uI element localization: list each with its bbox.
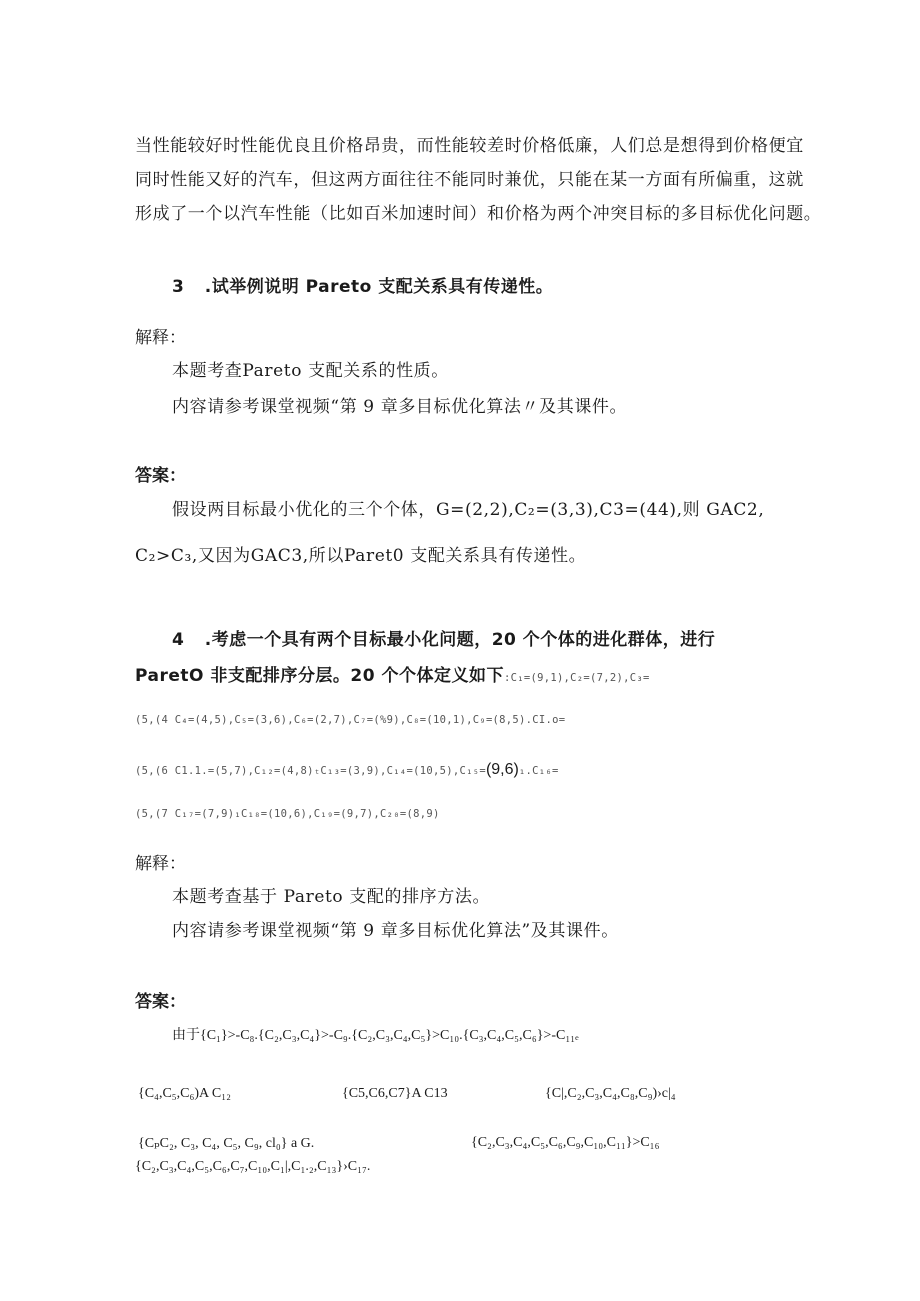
q4-def-2b: (9,6) bbox=[485, 761, 519, 778]
q4-answer-2a: {C₄,C₅,C₆)A C₁₂ bbox=[138, 1086, 231, 1101]
q3-explain-2: 内容请参考课堂视频“第 9 章多目标优化算法〃及其课件。 bbox=[172, 397, 628, 417]
q3-explain-1: 本题考查Pareto 支配关系的性质。 bbox=[172, 361, 449, 381]
q3-number: 3 bbox=[172, 277, 185, 297]
q4-answer-line-1: 由于{C₁}>-C₈.{C₂,C₃,C₄}>-C₉.{C₂,C₃,C₄,C₅}>C₁₀.{C₃,C₄,C₅,C₆}>-C₁₁ₑ bbox=[172, 1028, 579, 1043]
q3-title: .试举例说明 Pareto 支配关系具有传递性。 bbox=[204, 277, 554, 297]
q4-title-2: ParetO 非支配排序分层。20 个个体定义如下 bbox=[135, 666, 504, 686]
intro-line-2: 同时性能又好的汽车，但这两方面往往不能同时兼优，只能在某一方面有所偏重，这就 bbox=[135, 170, 804, 190]
q3-heading bbox=[172, 272, 553, 297]
q3-explain-label: 解释： bbox=[135, 328, 186, 348]
intro-line-1: 当性能较好时性能优良且价格昂贵，而性能较差时价格低廉，人们总是想得到价格便宜 bbox=[135, 136, 804, 156]
q4-answer-3a: {CₚC₂, C₃, C₄, C₅, C₉, cl₀} a G. bbox=[138, 1136, 315, 1151]
q4-explain-1: 本题考查基于 Pareto 支配的排序方法。 bbox=[172, 887, 491, 907]
q4-explain-2: 内容请参考课堂视频“第 9 章多目标优化算法”及其课件。 bbox=[172, 921, 619, 941]
q4-heading bbox=[172, 625, 715, 650]
q4-answer-3b: {C₂,C₃,C₄,C₅,C₆,C₉,C₁₀,C₁₁}>C₁₆ bbox=[471, 1135, 660, 1150]
q4-def-2a: (5,(6 C1.1.=(5,7),C₁₂=(4,8)ₜC₁₃=(3,9),C₁₄=(10,5),C₁₅= bbox=[135, 765, 486, 777]
q4-number: 4 bbox=[172, 630, 185, 650]
q4-answer-2b: {C5,C6,C7}A C13 bbox=[342, 1086, 448, 1101]
q3-answer-1: 假设两目标最小优化的三个个体，G=(2,2),C₂=(3,3),C3=(44),则 GAC2, bbox=[172, 500, 765, 520]
q4-title-2-tail: :C₁=(9,1),C₂=(7,2),C₃= bbox=[503, 672, 650, 684]
q4-def-line-3: (5,(7 C₁₇=(7,9)₁C₁₈=(10,6),C₁₉=(9,7),C₂₀=(8,9) bbox=[135, 808, 440, 820]
q4-answer-2c: {C|,C₂,C₃,C₄,C₈,C₉)›c|₄ bbox=[545, 1086, 676, 1101]
intro-line-3: 形成了一个以汽车性能（比如百米加速时间）和价格为两个冲突目标的多目标优化问题。 bbox=[135, 204, 822, 224]
q4-explain-label: 解释： bbox=[135, 854, 186, 874]
q4-def-line-2 bbox=[135, 759, 559, 779]
q4-def-line-1: (5,(4 C₄=(4,5),C₅=(3,6),C₆=(2,7),C₇=(%9),C₈=(10,1),C₉=(8,5).CI.o= bbox=[135, 714, 566, 726]
q4-def-2c: ₁.C₁₆= bbox=[518, 765, 559, 777]
q4-answer-line-4: {C₂,C₃,C₄,C₅,C₆,C₇,C₁₀,C₁|,C₁.₂,C₁₃}›C₁₇. bbox=[135, 1159, 371, 1174]
q3-answer-label: 答案： bbox=[135, 466, 186, 486]
q4-answer-label: 答案： bbox=[135, 992, 186, 1012]
q4-title-1: .考虑一个具有两个目标最小化问题，20 个个体的进化群体，进行 bbox=[204, 630, 716, 650]
q3-answer-2: C₂>C₃,又因为GAC3,所以Paret0 支配关系具有传递性。 bbox=[135, 546, 587, 566]
q4-heading-line-2 bbox=[135, 661, 650, 686]
